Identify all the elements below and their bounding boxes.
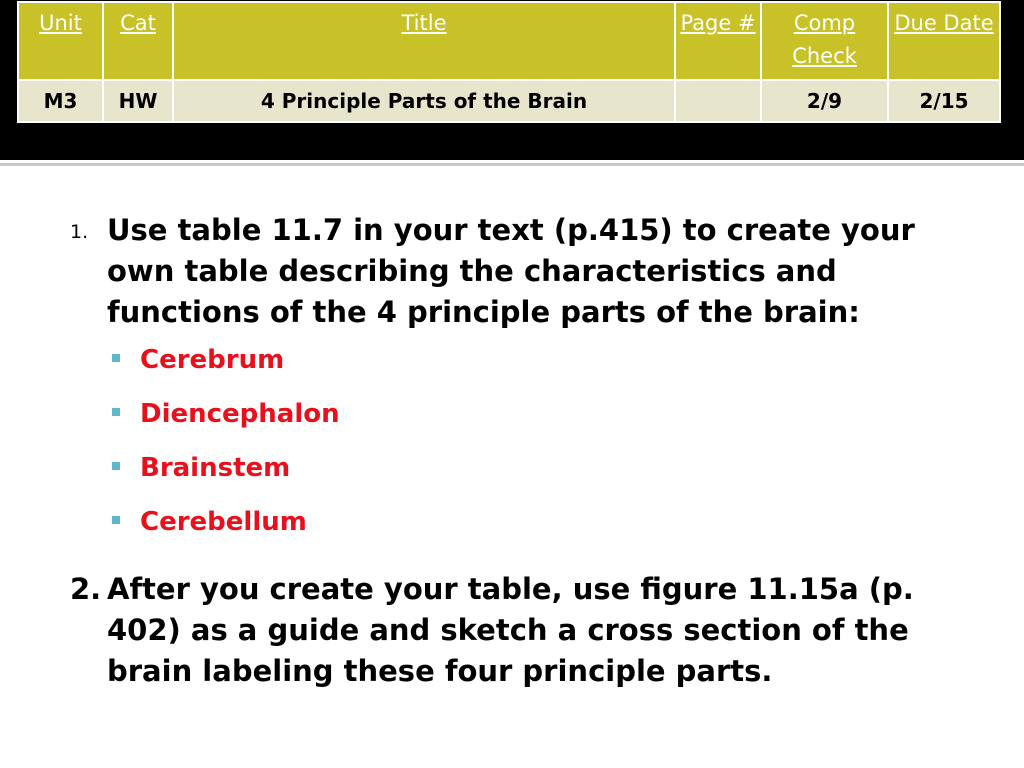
- part-label-cerebrum: Cerebrum: [140, 345, 285, 375]
- header-cell-due-date[interactable]: Due Date: [888, 2, 1000, 80]
- assignment-table: [17, 1, 1001, 123]
- cell-page: [675, 80, 761, 122]
- part-label-cerebellum: Cerebellum: [140, 507, 307, 537]
- cell-unit: M3: [18, 80, 103, 122]
- list-item: [70, 341, 950, 395]
- table-header-row: [18, 2, 1000, 80]
- header-cell-comp-check[interactable]: Comp Check: [761, 2, 888, 80]
- part-label-brainstem: Brainstem: [140, 453, 291, 483]
- list-item: [70, 503, 950, 557]
- header-cell-cat[interactable]: Cat: [103, 2, 173, 80]
- header-cell-title[interactable]: Title: [173, 2, 675, 80]
- cell-comp-check: 2/9: [761, 80, 888, 122]
- instruction-2-text: After you create your table, use figure 11.15a (p. 402) as a guide and sketch a cross section of the brain labeling these four principle parts.: [107, 572, 914, 688]
- list-item: [70, 395, 950, 449]
- instruction-2-number: 2.: [70, 572, 102, 606]
- instruction-1: [70, 210, 950, 333]
- instruction-1-number: 1.: [70, 221, 89, 243]
- table-row: [18, 80, 1000, 122]
- instructions: [70, 210, 950, 692]
- square-bullet-icon: [112, 516, 120, 524]
- header-divider: [0, 163, 1024, 166]
- cell-title: 4 Principle Parts of the Brain: [173, 80, 675, 122]
- instruction-2: [70, 569, 950, 692]
- cell-cat: HW: [103, 80, 173, 122]
- header-cell-page[interactable]: Page #: [675, 2, 761, 80]
- cell-due-date: 2/15: [888, 80, 1000, 122]
- brain-parts-list: [70, 341, 950, 557]
- instruction-1-text: Use table 11.7 in your text (p.415) to create your own table describing the characteristics and functions of the 4 principle parts of the brain:: [107, 213, 915, 329]
- part-label-diencephalon: Diencephalon: [140, 399, 340, 429]
- square-bullet-icon: [112, 408, 120, 416]
- square-bullet-icon: [112, 354, 120, 362]
- square-bullet-icon: [112, 462, 120, 470]
- list-item: [70, 449, 950, 503]
- header-cell-unit[interactable]: Unit: [18, 2, 103, 80]
